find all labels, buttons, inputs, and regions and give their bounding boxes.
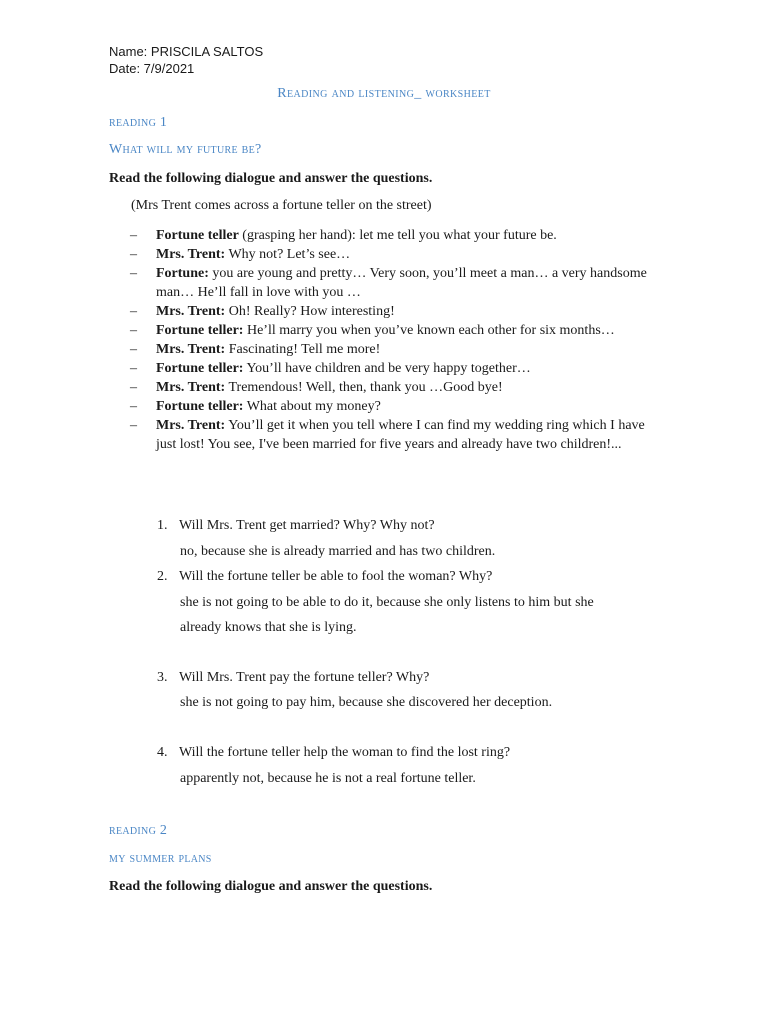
dialogue-line <box>130 416 650 454</box>
dash-bullet: – <box>130 266 137 281</box>
dialogue-line <box>130 245 650 264</box>
answer-4: apparently not, because he is not a real fortune teller. <box>180 771 476 786</box>
question-text: Will Mrs. Trent pay the fortune teller? Why? <box>179 670 430 685</box>
question-number: 2. <box>157 569 168 584</box>
student-name: Name: PRISCILA SALTOS <box>109 44 264 59</box>
line-text: Tremendous! Well, then, thank you …Good bye! <box>225 380 503 395</box>
speaker: Fortune teller <box>156 228 239 243</box>
answer-1: no, because she is already married and has two children. <box>180 544 496 559</box>
speaker: Fortune teller: <box>156 399 244 414</box>
reading-1-heading: What will my future be? <box>109 142 262 157</box>
dialogue-line <box>130 378 650 397</box>
answer-2-line-1: she is not going to be able to do it, because she only listens to him but she <box>180 595 594 610</box>
dialogue-line <box>130 340 650 359</box>
question-number: 3. <box>157 670 168 685</box>
reading-2-instruction: Read the following dialogue and answer the questions. <box>109 879 433 894</box>
question-4 <box>157 745 510 761</box>
dash-bullet: – <box>130 361 137 376</box>
dash-bullet: – <box>130 399 137 414</box>
question-3 <box>157 670 429 686</box>
dash-bullet: – <box>130 228 137 243</box>
reading-1-label: reading 1 <box>109 115 168 130</box>
dash-bullet: – <box>130 342 137 357</box>
dialogue-line <box>130 264 650 302</box>
reading-1-instruction: Read the following dialogue and answer the questions. <box>109 171 433 186</box>
question-1 <box>157 518 435 534</box>
dash-bullet: – <box>130 380 137 395</box>
speaker: Fortune teller: <box>156 323 244 338</box>
line-text: (grasping her hand): let me tell you what your future be. <box>238 228 557 243</box>
dialogue-list <box>130 226 650 454</box>
speaker: Mrs. Trent: <box>156 247 226 262</box>
line-text: Why not? Let’s see… <box>225 247 351 262</box>
worksheet-title: Reading and listening_ worksheet <box>277 86 491 101</box>
question-number: 4. <box>157 745 168 760</box>
answer-3: she is not going to pay him, because she discovered her deception. <box>180 695 553 710</box>
dialogue-line <box>130 226 650 245</box>
dash-bullet: – <box>130 323 137 338</box>
line-text: You’ll get it when you tell where I can find my wedding ring which I have just lost! You see, I've been married for five years and already have two children!... <box>156 418 645 452</box>
question-text: Will Mrs. Trent get married? Why? Why not? <box>179 518 435 533</box>
line-text: Oh! Really? How interesting! <box>225 304 395 319</box>
reading-2-heading: my summer plans <box>109 851 212 866</box>
speaker: Fortune: <box>156 266 209 281</box>
speaker: Mrs. Trent: <box>156 304 226 319</box>
reading-1-context: (Mrs Trent comes across a fortune teller on the street) <box>131 198 432 213</box>
dialogue-line <box>130 397 650 416</box>
dash-bullet: – <box>130 304 137 319</box>
reading-2-label: reading 2 <box>109 823 168 838</box>
dialogue-line <box>130 302 650 321</box>
line-text: Fascinating! Tell me more! <box>225 342 381 357</box>
speaker: Mrs. Trent: <box>156 418 226 433</box>
question-2 <box>157 569 492 585</box>
line-text: you are young and pretty… Very soon, you’ll meet a man… a very handsome man… He’ll fall in love with you … <box>156 266 647 300</box>
speaker: Mrs. Trent: <box>156 342 226 357</box>
question-text: Will the fortune teller help the woman to find the lost ring? <box>179 745 511 760</box>
dash-bullet: – <box>130 247 137 262</box>
speaker: Mrs. Trent: <box>156 380 226 395</box>
line-text: He’ll marry you when you’ve known each other for six months… <box>243 323 615 338</box>
worksheet-date: Date: 7/9/2021 <box>109 61 195 76</box>
line-text: What about my money? <box>243 399 381 414</box>
question-text: Will the fortune teller be able to fool the woman? Why? <box>179 569 493 584</box>
dash-bullet: – <box>130 418 137 433</box>
dialogue-line <box>130 321 650 340</box>
line-text: You’ll have children and be very happy together… <box>243 361 531 376</box>
dialogue-line <box>130 359 650 378</box>
speaker: Fortune teller: <box>156 361 244 376</box>
answer-2-line-2: already knows that she is lying. <box>180 620 357 635</box>
question-number: 1. <box>157 518 168 533</box>
